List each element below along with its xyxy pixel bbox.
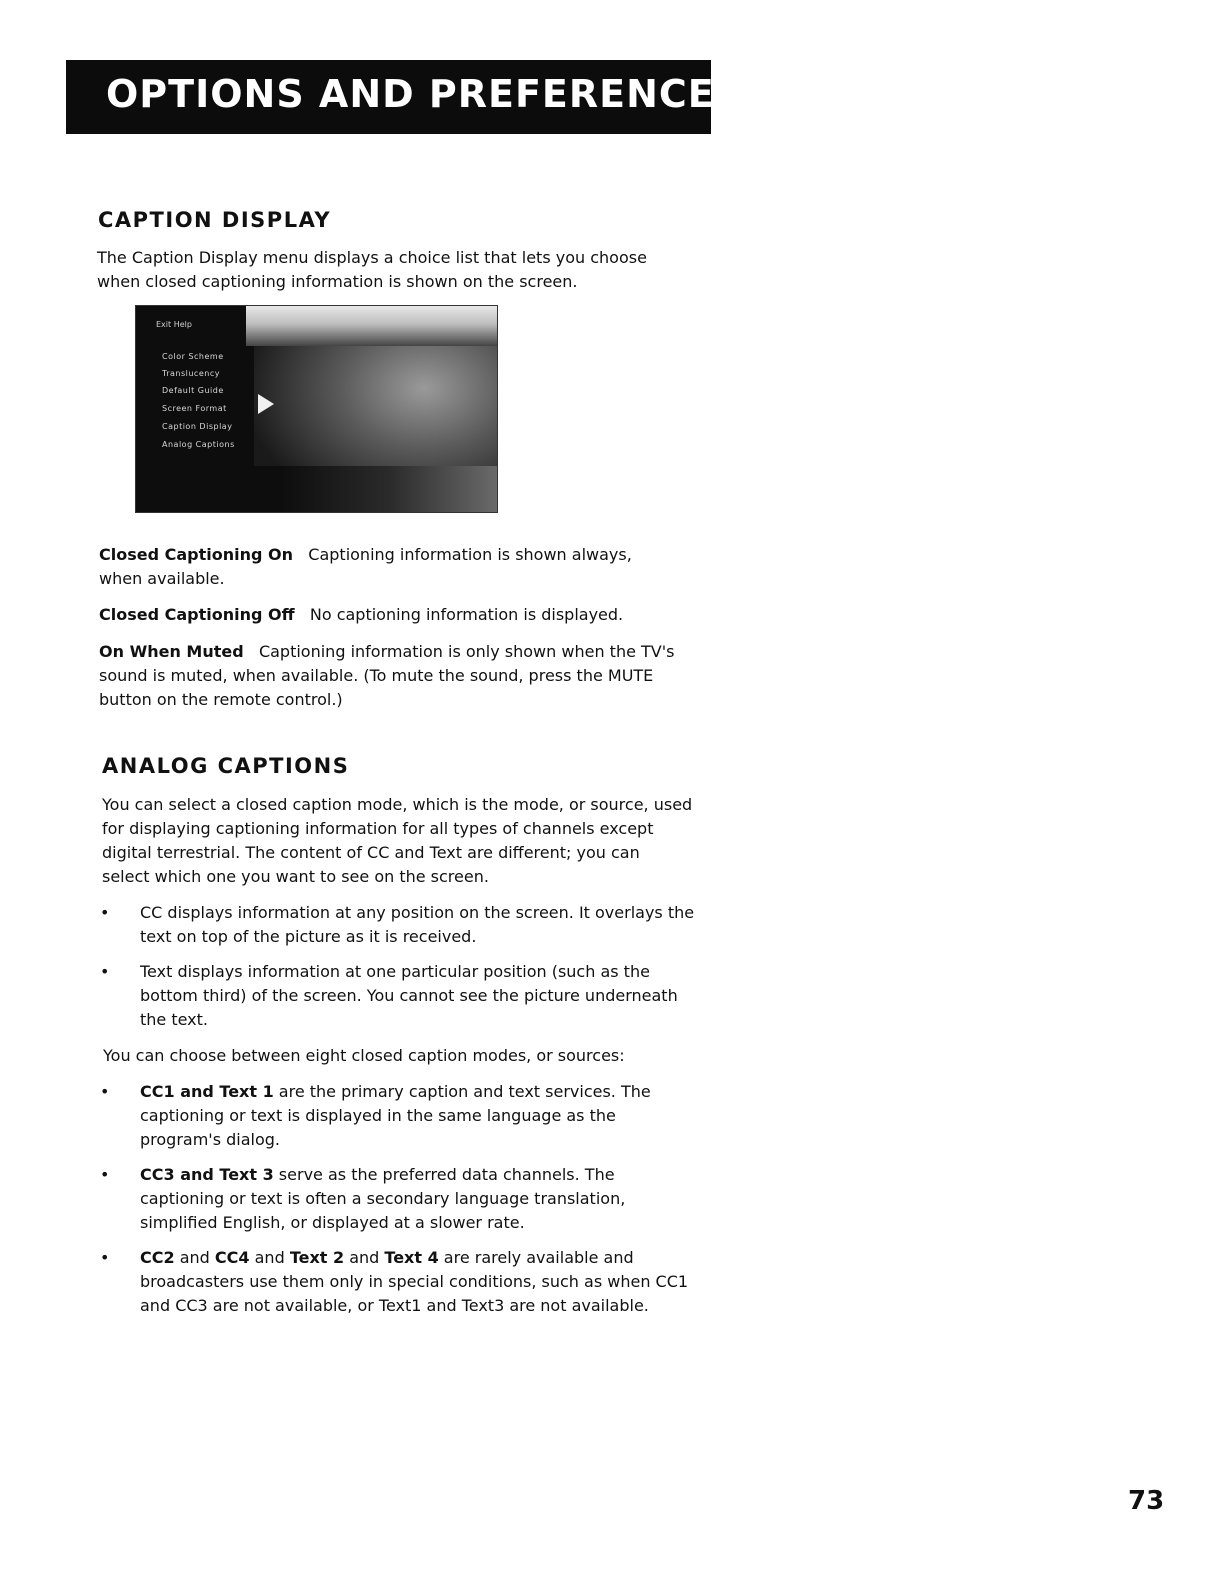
bullet-icon: • xyxy=(100,1165,110,1184)
page-title: OPTIONS AND PREFERENCES xyxy=(106,72,744,116)
option-cc-on: Closed Captioning On Captioning information is shown always, when available. xyxy=(99,545,632,588)
analog-captions-intro: You can select a closed caption mode, which is the mode, or source, used for displaying captioning information for all types of channels except digital terrestrial. The content of CC and Text are different; you can select which one you want to see on the screen. xyxy=(102,795,693,886)
option-on-when-muted: On When Muted Captioning information is only shown when the TV's sound is muted, when available. (To mute the sound, press the MUTE button on the remote control.) xyxy=(99,642,675,709)
tv-menu-item: Analog Captions xyxy=(162,440,235,449)
tv-menu-screenshot xyxy=(135,305,498,513)
header-bar xyxy=(66,60,744,134)
analog-captions-heading: ANALOG CAPTIONS xyxy=(102,754,350,778)
tv-menu-top-bar: Exit Help xyxy=(156,320,192,329)
tv-photo-highlight xyxy=(246,306,497,346)
tv-menu-item: Default Guide xyxy=(162,386,224,395)
page-number: 73 xyxy=(1128,1486,1165,1516)
caption-display-heading: CAPTION DISPLAY xyxy=(98,208,332,232)
tv-menu-item-selected: Caption Display xyxy=(162,422,233,431)
tv-bottom-fade xyxy=(136,466,497,512)
bullet-icon: • xyxy=(100,903,110,922)
bullet-icon: • xyxy=(100,1248,110,1267)
tv-menu-item: Translucency xyxy=(162,369,220,378)
modes-intro: You can choose between eight closed caption modes, or sources: xyxy=(103,1046,625,1065)
bullet-icon: • xyxy=(100,1082,110,1101)
selection-arrow-icon xyxy=(258,394,274,414)
tv-menu-item: Screen Format xyxy=(162,404,227,413)
caption-display-intro: The Caption Display menu displays a choice list that lets you choose when closed captioning information is shown on the screen. xyxy=(97,248,647,291)
option-cc-off: Closed Captioning Off No captioning information is displayed. xyxy=(99,605,624,624)
bullet-icon: • xyxy=(100,962,110,981)
tv-menu-item: Color Scheme xyxy=(162,352,224,361)
